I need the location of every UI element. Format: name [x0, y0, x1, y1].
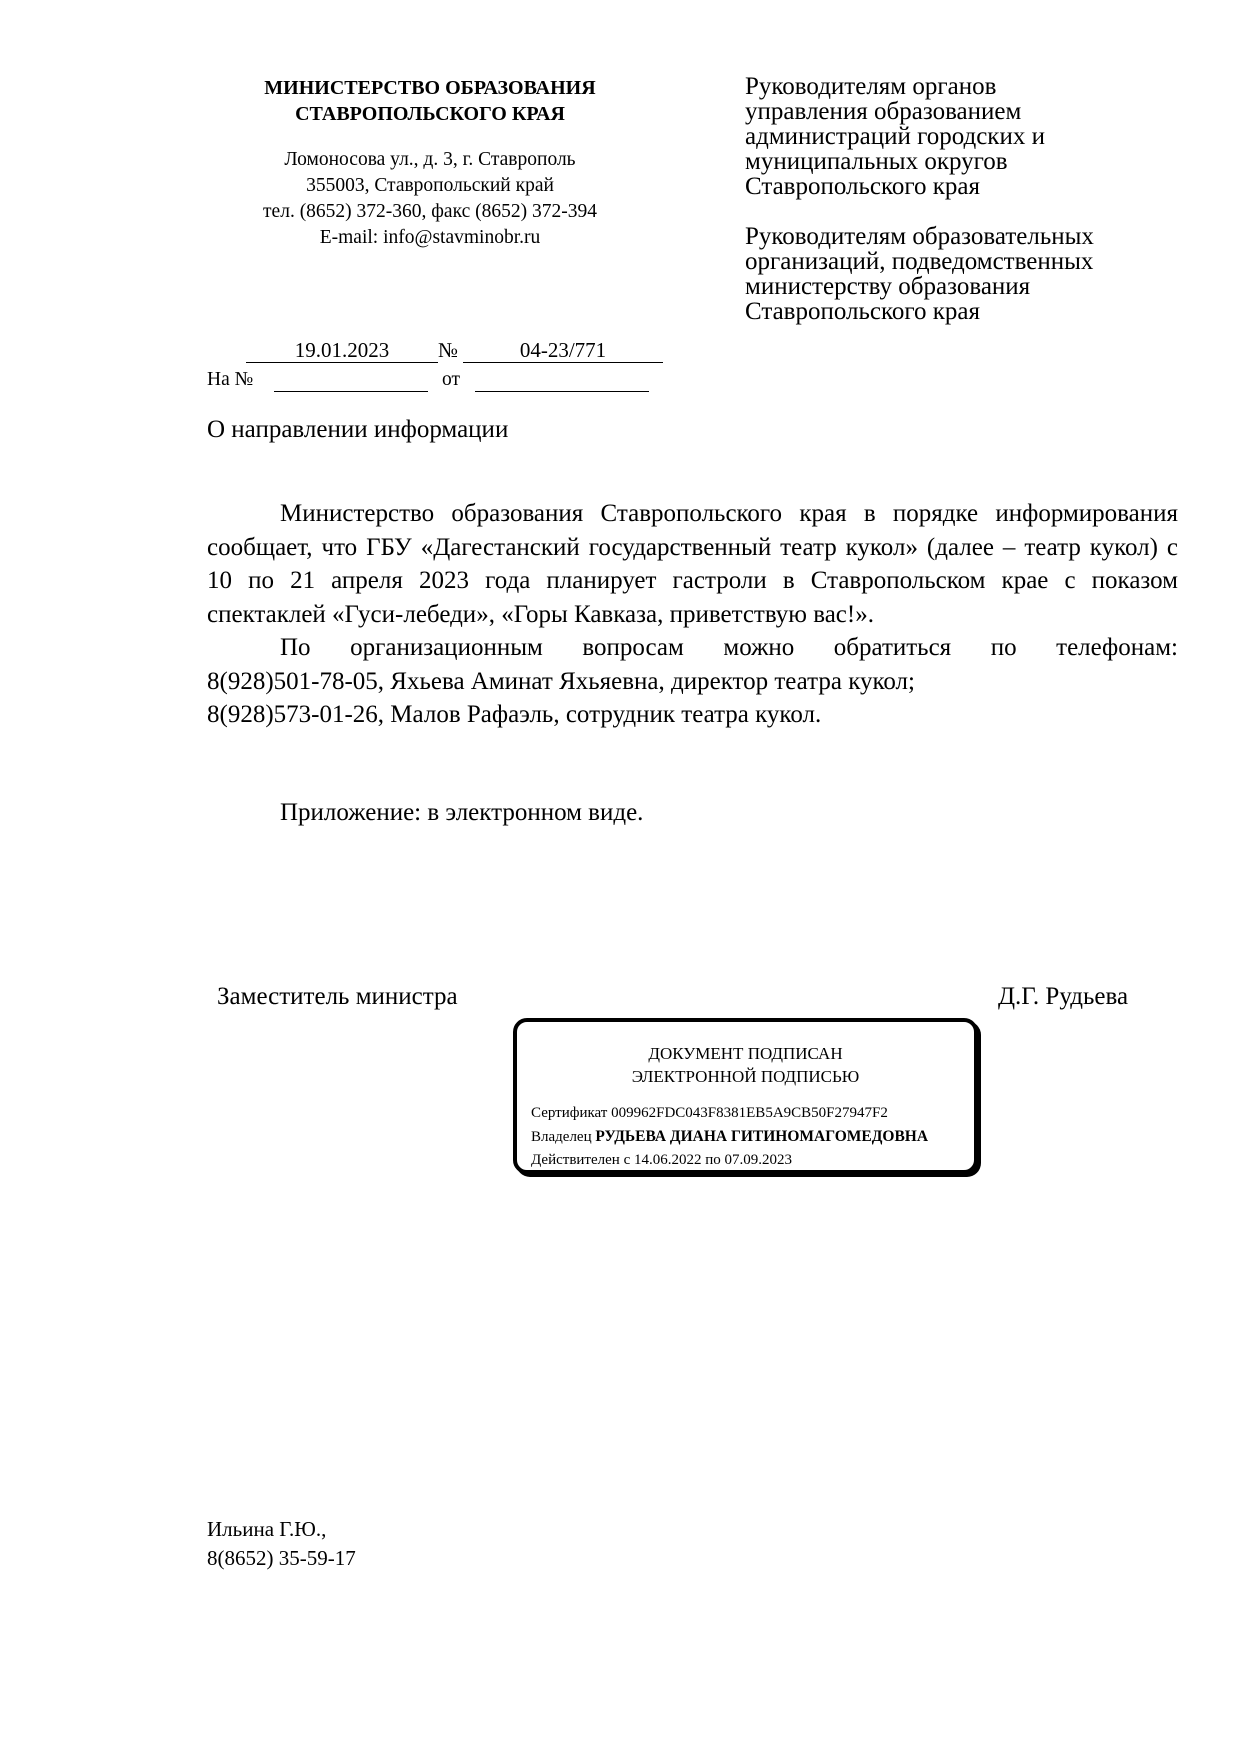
stamp-validity	[531, 1150, 792, 1170]
body-paragraph-1: Министерство образования Ставропольского края в порядке информирования сообщает, что ГБУ «Дагестанский государственный театр кукол» (далее – театр кукол) с 10 по 21 апреля 2023 года планирует гастроли в Ставропольском крае с показом спектаклей «Гуси-лебеди», «Горы Кавказа, приветствую вас!».	[207, 500, 1178, 628]
certificate-value: 009962FDC043F8381EB5A9CB50F27947F2	[611, 1105, 888, 1121]
ministry-address	[190, 147, 670, 251]
certificate-label: Сертификат	[531, 1105, 608, 1121]
reference-date-blank	[475, 368, 649, 392]
address-street: Ломоносова ул., д. 3, г. Ставрополь	[284, 149, 576, 170]
reference-label: На №	[207, 369, 254, 390]
contact-line-2: 8(928)573-01-26, Малов Рафаэль, сотрудник театра кукол.	[207, 701, 822, 728]
contact-line-1: 8(928)501-78-05, Яхьева Аминат Яхьяевна, директор театра кукол;	[207, 667, 915, 695]
signer-name: Д.Г. Рудьева	[998, 983, 1129, 1010]
executor-info	[207, 1515, 356, 1573]
appendix-note: Приложение: в электронном виде.	[280, 799, 644, 826]
stamp-title-line2: ЭЛЕКТРОННОЙ ПОДПИСЬЮ	[631, 1067, 860, 1086]
registration-line	[0, 338, 1241, 364]
signer-position: Заместитель министра	[217, 983, 458, 1010]
reference-number-blank	[274, 368, 428, 392]
validity-label: Действителен	[531, 1152, 620, 1168]
addressee-block-2	[745, 224, 1225, 324]
validity-from-date: 14.06.2022	[633, 1152, 702, 1168]
ministry-name-line1: МИНИСТЕРСТВО ОБРАЗОВАНИЯ	[264, 77, 596, 99]
addressee-2-line: организаций, подведомственных	[745, 248, 1094, 275]
body-paragraph-2: По организационным вопросам можно обратиться по телефонам:	[280, 634, 1178, 661]
reference-from-label: от	[442, 369, 461, 390]
reference-line	[0, 368, 1241, 394]
validity-to-label: по	[705, 1152, 721, 1168]
stamp-owner	[531, 1127, 928, 1147]
addressee-1-line: администраций городских и	[745, 123, 1045, 150]
addressee-1-line: Руководителям органов	[745, 73, 997, 100]
owner-value: РУДЬЕВА ДИАНА ГИТИНОМАГОМЕДОВНА	[595, 1128, 929, 1145]
number-label: №	[438, 338, 459, 362]
stamp-certificate	[531, 1103, 888, 1123]
outgoing-date: 19.01.2023	[246, 338, 438, 363]
executor-name: Ильина Г.Ю.,	[207, 1517, 327, 1541]
addressee-1-line: муниципальных округов	[745, 148, 1008, 175]
electronic-signature-stamp	[513, 1018, 978, 1174]
stamp-title-line1: ДОКУМЕНТ ПОДПИСАН	[648, 1044, 843, 1063]
validity-from-label: с	[623, 1152, 631, 1168]
addressee-2-line: министерству образования	[745, 273, 1031, 300]
addressee-1-line: Ставропольского края	[745, 173, 980, 200]
ministry-name	[190, 75, 670, 127]
addressee-block-1	[745, 74, 1225, 199]
stamp-title	[517, 1042, 974, 1088]
executor-phone: 8(8652) 35-59-17	[207, 1546, 356, 1570]
letter-body	[207, 497, 1178, 732]
addressee-2-line: Руководителям образовательных	[745, 223, 1094, 250]
ministry-name-line2: СТАВРОПОЛЬСКОГО КРАЯ	[295, 103, 565, 125]
address-phone: тел. (8652) 372-360, факс (8652) 372-394	[263, 201, 597, 222]
address-postcode: 355003, Ставропольский край	[306, 175, 554, 196]
owner-label: Владелец	[531, 1129, 592, 1145]
validity-to-date: 07.09.2023	[724, 1152, 793, 1168]
address-email: E-mail: info@stavminobr.ru	[319, 227, 541, 248]
addressee-1-line: управления образованием	[745, 98, 1022, 125]
outgoing-number: 04-23/771	[463, 338, 663, 363]
addressee-2-line: Ставропольского края	[745, 298, 980, 325]
letter-subject: О направлении информации	[207, 416, 509, 443]
